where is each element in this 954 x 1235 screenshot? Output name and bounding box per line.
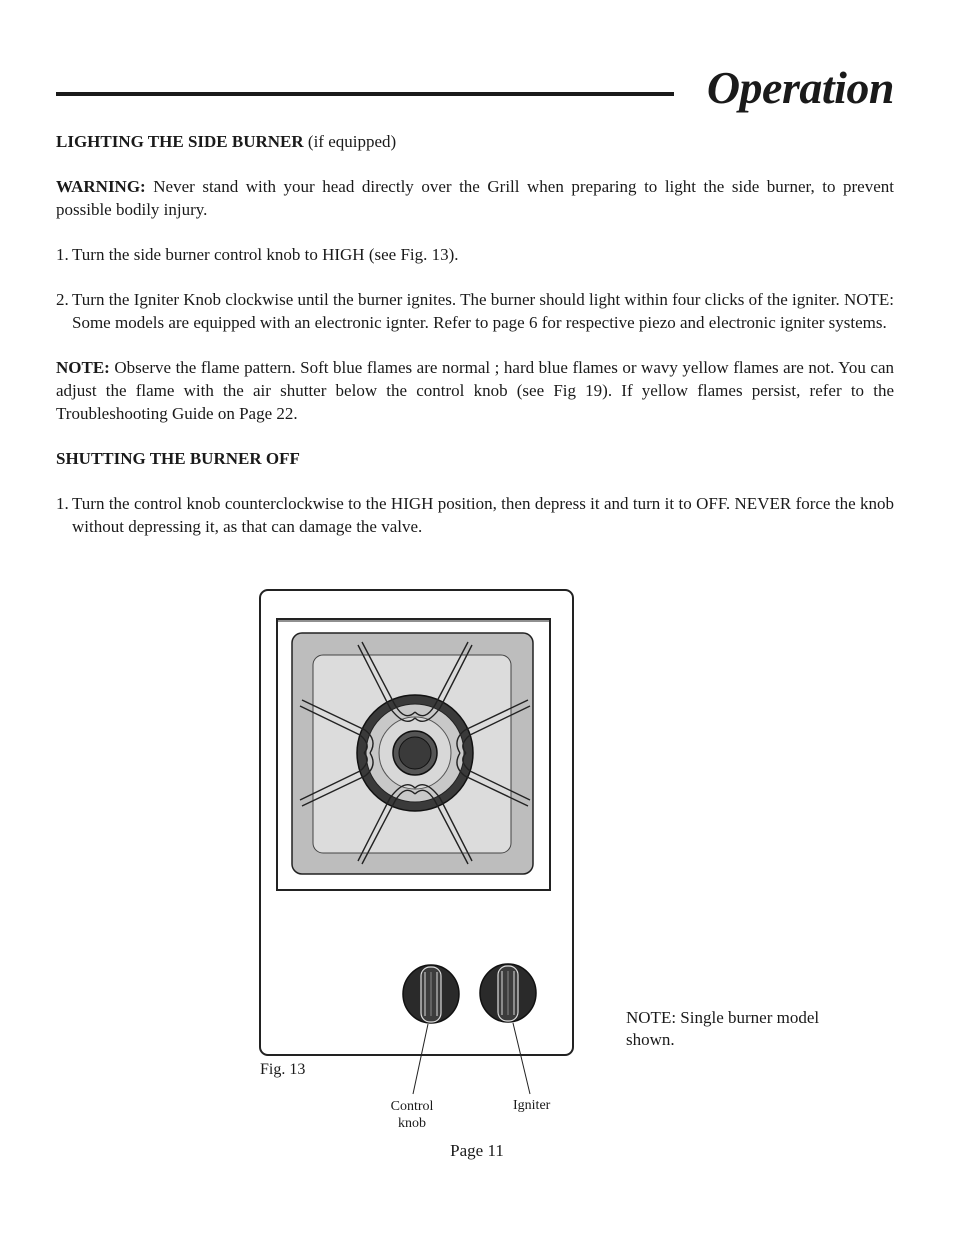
igniter-label: Igniter bbox=[513, 1098, 551, 1113]
step-text: Turn the side burner control knob to HIGH (see Fig. 13). bbox=[72, 245, 459, 264]
control-knob-label bbox=[378, 1098, 446, 1132]
single-burner-note: NOTE: Single burner model shown. bbox=[626, 1008, 820, 1049]
figure-caption: Fig. 13 bbox=[260, 1061, 306, 1078]
control-knob-label-line2: knob bbox=[398, 1116, 426, 1131]
warning-text: Never stand with your head directly over the Grill when preparing to light the side burner, to prevent possible bodily injury. bbox=[56, 177, 894, 219]
section-heading-suffix: (if equipped) bbox=[303, 132, 397, 151]
step-number: 1. bbox=[56, 494, 69, 513]
control-knob-icon bbox=[403, 965, 459, 1023]
control-knob-label-line1: Control bbox=[390, 1099, 434, 1114]
step-text: Turn the Igniter Knob clockwise until the burner ignites. The burner should light within four clicks of the igniter. NOTE: Some models are equipped with an electronic ignter. Refer to page 6 for respective piezo and electronic igniter systems. bbox=[72, 290, 895, 332]
note-label: NOTE: bbox=[56, 358, 110, 377]
section-heading-text: LIGHTING THE SIDE BURNER bbox=[56, 132, 304, 151]
step-number: 1. bbox=[56, 245, 69, 264]
step-number: 2. bbox=[56, 290, 69, 309]
step-text: Turn the control knob counterclockwise to the HIGH position, then depress it and turn it to OFF. NEVER force the knob without depressing it, as that can damage the valve. bbox=[72, 494, 894, 536]
note-text: Observe the flame pattern. Soft blue flames are normal ; hard blue flames or wavy yellow flames are not. You can adjust the flame with the air shutter below the control knob (see Fig 19). If yellow flames persist, refer to the Troubleshooting Guide on Page 22. bbox=[56, 358, 894, 423]
warning-label: WARNING: bbox=[56, 177, 146, 196]
page-title: Operation bbox=[706, 62, 894, 113]
igniter-knob-icon bbox=[480, 964, 536, 1022]
section-shutoff-heading: SHUTTING THE BURNER OFF bbox=[56, 449, 300, 468]
page-number: Page 11 bbox=[450, 1141, 504, 1160]
